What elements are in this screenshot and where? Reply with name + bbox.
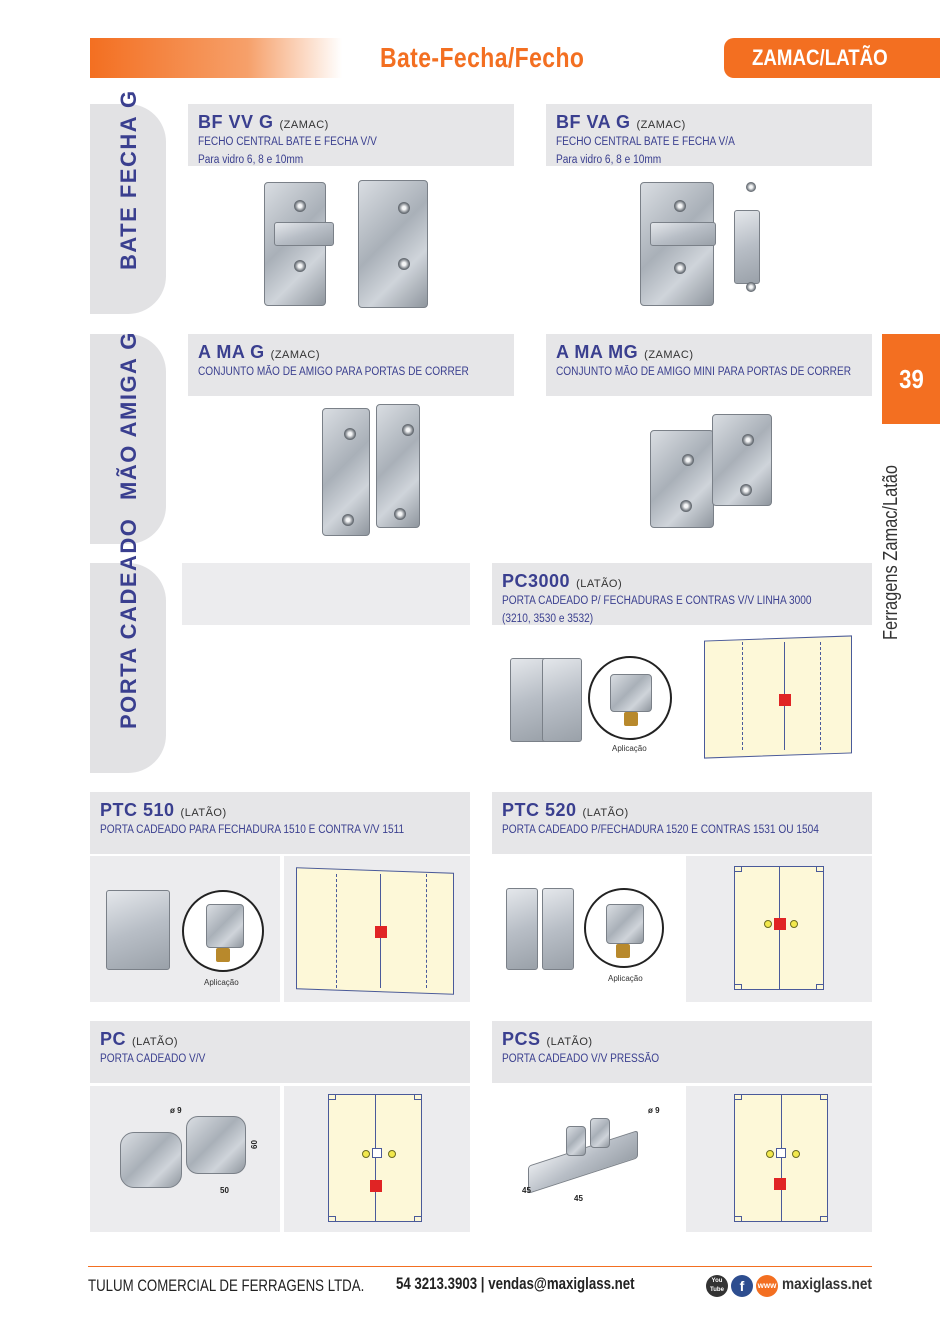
product-desc-2: Para vidro 6, 8 e 10mm <box>556 153 662 166</box>
door-diagram-ptc520 <box>686 856 872 1002</box>
lock-plate <box>106 890 170 970</box>
door-diagram-pcs <box>686 1086 872 1232</box>
application-caption: Aplicação <box>204 978 239 987</box>
lock-block-left <box>120 1132 182 1188</box>
latch-tongue <box>650 222 716 246</box>
lock-detail <box>206 904 244 948</box>
product-desc: PORTA CADEADO PARA FECHADURA 1510 E CONTRA V/V 1511 <box>100 824 405 836</box>
dimension-b: 45 <box>574 1194 583 1203</box>
door-corner-fitting <box>328 1094 336 1100</box>
door-dashed-line <box>336 874 337 988</box>
door-diagram-pc3000 <box>686 628 872 772</box>
product-material: (ZAMAC) <box>644 349 694 361</box>
latch-marker-icon <box>776 1148 786 1158</box>
door-diagram-pc <box>284 1086 470 1232</box>
door-corner-fitting <box>820 1094 828 1100</box>
dimension-hole: ø 9 <box>170 1106 182 1115</box>
product-material: (LATÃO) <box>180 807 227 819</box>
lock-plate-right <box>542 888 574 970</box>
application-caption: Aplicação <box>612 744 647 753</box>
lock-plate-left <box>506 888 538 970</box>
lock-detail <box>606 904 644 944</box>
product-material: (ZAMAC) <box>636 119 686 131</box>
product-desc-2: Para vidro 6, 8 e 10mm <box>198 153 304 166</box>
side-category-label <box>880 440 903 640</box>
product-header-bfvag <box>546 104 872 166</box>
strike-plate <box>734 210 760 284</box>
page-number-tab <box>882 334 940 424</box>
product-material: (ZAMAC) <box>279 119 329 131</box>
screw-icon <box>746 182 756 192</box>
product-image-bfvag <box>546 170 872 310</box>
hinge-dot-icon <box>388 1150 396 1158</box>
screw-icon <box>294 200 306 212</box>
hinge-dot-icon <box>766 1150 774 1158</box>
product-code: PTC 510 (LATÃO) <box>100 800 227 820</box>
section-tab-mao-amiga <box>90 331 166 544</box>
lock-marker-icon <box>779 694 791 706</box>
door-corner-fitting <box>734 1094 742 1100</box>
clamp-tab-left <box>566 1126 586 1156</box>
padlock-icon <box>616 944 630 958</box>
product-image-pc3000 <box>492 628 682 772</box>
product-image-pcs <box>492 1086 682 1232</box>
product-image-pc <box>90 1086 280 1232</box>
clamp-tab-right <box>590 1118 610 1148</box>
application-detail-circle <box>182 890 264 972</box>
product-header-ptc520 <box>492 792 872 854</box>
screw-icon <box>398 202 410 214</box>
facebook-icon[interactable]: f <box>731 1275 753 1297</box>
application-caption: Aplicação <box>608 974 643 983</box>
product-material: (LATÃO) <box>546 1036 593 1048</box>
product-image-amamg <box>546 400 872 542</box>
product-desc: CONJUNTO MÃO DE AMIGO MINI PARA PORTAS DE CORRER <box>556 366 852 378</box>
door-corner-fitting <box>414 1094 422 1100</box>
page-title: Bate-Fecha/Fecho <box>380 42 585 73</box>
screw-icon <box>674 262 686 274</box>
product-code: A MA G (ZAMAC) <box>198 342 320 362</box>
product-header-amag <box>188 334 514 396</box>
door-corner-fitting <box>734 866 742 872</box>
www-icon[interactable]: www <box>756 1275 778 1297</box>
lock-marker-icon <box>370 1180 382 1192</box>
screw-icon <box>342 514 354 526</box>
lock-marker-icon <box>774 918 786 930</box>
handle-part-left <box>650 430 714 528</box>
page-number: 39 <box>898 364 924 394</box>
product-image-ptc510 <box>90 856 280 1002</box>
section-tab-porta-cadeado <box>90 517 166 773</box>
footer-divider <box>88 1266 872 1267</box>
product-desc: PORTA CADEADO V/V <box>100 1053 206 1065</box>
application-detail-circle <box>588 656 672 740</box>
door-corner-fitting <box>820 1216 828 1222</box>
application-detail-circle <box>584 888 664 968</box>
footer-company: TULUM COMERCIAL DE FERRAGENS LTDA. <box>88 1276 365 1295</box>
product-code: BF VV G (ZAMAC) <box>198 112 329 132</box>
hinge-dot-icon <box>764 920 772 928</box>
padlock-icon <box>624 712 638 726</box>
product-image-bfvvg <box>188 170 514 310</box>
screw-icon <box>398 258 410 270</box>
screw-icon <box>294 260 306 272</box>
product-image-ptc520 <box>492 856 682 1002</box>
door-corner-fitting <box>328 1216 336 1222</box>
door-corner-fitting <box>414 1216 422 1222</box>
lock-plate-right <box>542 658 582 742</box>
hinge-dot-icon <box>790 920 798 928</box>
material-tag <box>724 38 940 78</box>
screw-icon <box>344 428 356 440</box>
product-code: PTC 520 (LATÃO) <box>502 800 629 820</box>
product-desc: FECHO CENTRAL BATE E FECHA V/V <box>198 136 377 148</box>
product-desc-2: (3210, 3530 e 3532) <box>502 612 594 625</box>
door-diagram-ptc510 <box>284 856 470 1002</box>
hinge-dot-icon <box>792 1150 800 1158</box>
product-header-pcs <box>492 1021 872 1083</box>
screw-icon <box>680 500 692 512</box>
door-corner-fitting <box>816 984 824 990</box>
door-center-line <box>375 1094 376 1222</box>
screw-icon <box>746 282 756 292</box>
dimension-hole: ø 9 <box>648 1106 660 1115</box>
product-header-ptc510 <box>90 792 470 854</box>
footer-contact[interactable]: 54 3213.3903 | vendas@maxiglass.net <box>396 1274 635 1293</box>
product-desc: PORTA CADEADO P/ FECHADURAS E CONTRAS V/V LINHA 3000 <box>502 595 812 607</box>
screw-icon <box>740 484 752 496</box>
screw-icon <box>742 434 754 446</box>
door-center-line <box>781 1094 782 1222</box>
youtube-icon[interactable]: You Tube <box>706 1275 728 1297</box>
product-desc: PORTA CADEADO V/V PRESSÃO <box>502 1053 660 1065</box>
screw-icon <box>402 424 414 436</box>
product-desc: FECHO CENTRAL BATE E FECHA V/A <box>556 136 735 148</box>
screw-icon <box>394 508 406 520</box>
padlock-icon <box>216 948 230 962</box>
product-desc: PORTA CADEADO P/FECHADURA 1520 E CONTRAS 1531 OU 1504 <box>502 824 819 836</box>
product-material: (LATÃO) <box>132 1036 179 1048</box>
product-code: A MA MG (ZAMAC) <box>556 342 694 362</box>
product-material: (LATÃO) <box>582 807 629 819</box>
door-corner-fitting <box>734 984 742 990</box>
product-header-pc <box>90 1021 470 1083</box>
latch-marker-icon <box>372 1148 382 1158</box>
product-code: PC (LATÃO) <box>100 1029 179 1049</box>
latch-part-right <box>358 180 428 308</box>
lock-marker-icon <box>375 926 387 938</box>
product-code: PCS (LATÃO) <box>502 1029 593 1049</box>
door-corner-fitting <box>734 1216 742 1222</box>
door-dashed-line <box>426 874 427 988</box>
product-image-amag <box>188 400 514 542</box>
dimension-a: 45 <box>522 1186 531 1195</box>
material-tag-text: ZAMAC/LATÃO <box>752 45 888 70</box>
lock-detail <box>610 674 652 712</box>
hinge-dot-icon <box>362 1150 370 1158</box>
product-header-pc3000 <box>492 563 872 625</box>
product-material: (LATÃO) <box>576 578 623 590</box>
screw-icon <box>682 454 694 466</box>
footer-website[interactable]: maxiglass.net <box>782 1276 872 1293</box>
section-tab-bate-fecha <box>90 89 166 314</box>
side-category-text: Ferragens Zamac/Latão <box>880 464 902 640</box>
door-dashed-line <box>820 642 821 750</box>
dimension-height: 60 <box>249 1140 259 1149</box>
product-header-bfvvg <box>188 104 514 166</box>
lock-block-right <box>186 1116 246 1174</box>
product-material: (ZAMAC) <box>270 349 320 361</box>
section-label-mao-amiga: MÃO AMIGA G <box>116 331 141 500</box>
glass-door-panel <box>704 635 852 758</box>
section-label-bate-fecha: BATE FECHA G <box>116 89 141 270</box>
product-header-amamg <box>546 334 872 396</box>
empty-product-slot <box>182 563 470 625</box>
screw-icon <box>674 200 686 212</box>
dimension-width: 50 <box>220 1186 229 1195</box>
door-corner-fitting <box>816 866 824 872</box>
lock-marker-icon <box>774 1178 786 1190</box>
latch-tongue <box>274 222 334 246</box>
door-dashed-line <box>742 642 743 750</box>
section-label-porta-cadeado: PORTA CADEADO <box>116 517 141 729</box>
product-desc: CONJUNTO MÃO DE AMIGO PARA PORTAS DE CORRER <box>198 366 469 378</box>
product-code: PC3000 (LATÃO) <box>502 571 623 591</box>
product-code: BF VA G (ZAMAC) <box>556 112 686 132</box>
